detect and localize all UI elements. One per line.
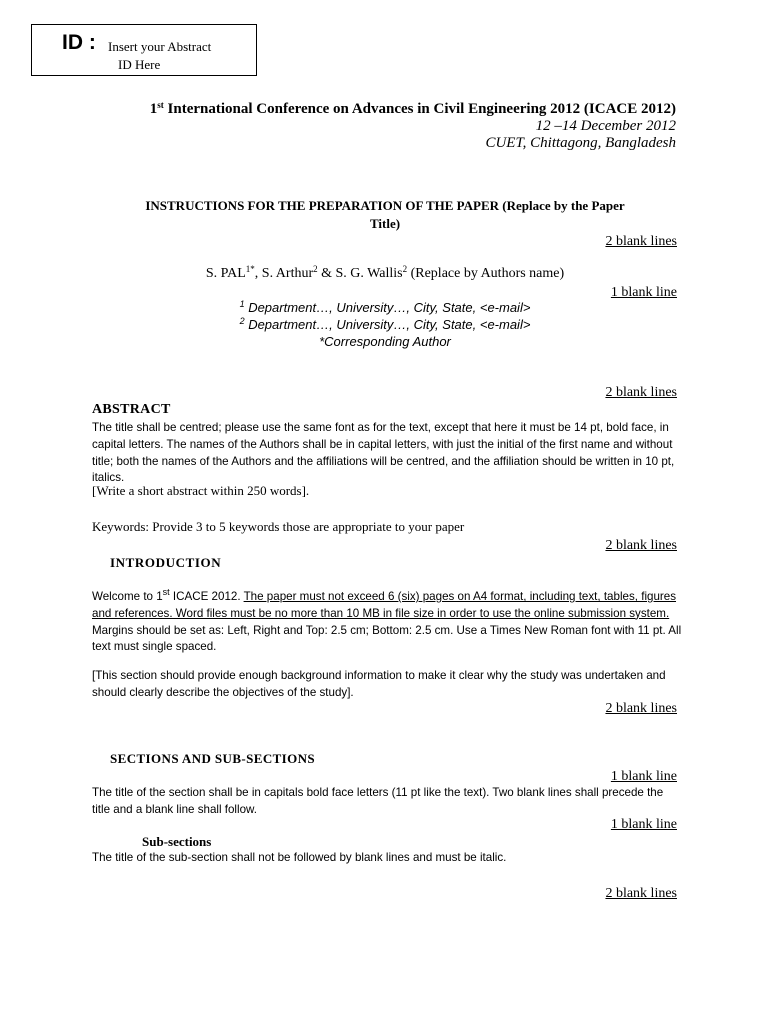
blank-lines-note: 2 blank lines <box>605 538 677 553</box>
abstract-heading: ABSTRACT <box>92 402 171 417</box>
corresponding-author: *Corresponding Author <box>319 334 451 349</box>
conference-location: CUET, Chittagong, Bangladesh <box>485 135 676 151</box>
blank-line-note: 1 blank line <box>610 285 677 300</box>
author-1: S. PAL <box>205 266 246 281</box>
affiliation-1 <box>90 300 680 315</box>
blank-lines-note: 2 blank lines <box>605 385 677 400</box>
conference-ordinal: 1 <box>149 101 158 117</box>
abstract-id-box <box>31 24 257 76</box>
introduction-heading: INTRODUCTION <box>110 555 222 570</box>
abstract-instruction: [Write a short abstract within 250 words]. <box>92 483 310 498</box>
welcome-text: Welcome to 1 <box>92 590 163 603</box>
id-placeholder-line2: ID Here <box>118 57 161 72</box>
author-1-sup: 1* <box>245 264 255 274</box>
introduction-paragraph <box>92 589 682 656</box>
page-limit-text: The paper must not exceed 6 (six) pages on A4 format, including text, tables, figures and references. Word files must be no more than 10 MB in file size in order to use the online submission system. <box>92 590 677 620</box>
conference-title-text: International Conference on Advances in Civil Engineering 2012 (ICACE 2012) <box>163 101 676 117</box>
blank-line-note: 1 blank line <box>610 769 677 784</box>
paper-title-line1: INSTRUCTIONS FOR THE PREPARATION OF THE PAPER (Replace by the Paper <box>145 198 625 213</box>
affiliation-1-text: Department…, University…, City, State, <e-mail> <box>244 300 531 315</box>
blank-lines-note: 2 blank lines <box>605 234 677 249</box>
introduction-bracket-text: [This section should provide enough background information to make it clear why the study was undertaken and should clearly describe the objectives of the study]. <box>92 669 666 699</box>
keywords-line: Keywords: Provide 3 to 5 keywords those are appropriate to your paper <box>92 519 465 534</box>
margins-text: Margins should be set as: Left, Right and Top: 2.5 cm; Bottom: 2.5 cm. Use a Times New Roman font with 11 pt. All text must single spaced. <box>92 623 682 654</box>
affiliation-2 <box>90 317 680 332</box>
sub-sections-heading: Sub-sections <box>142 834 212 849</box>
id-placeholder-line1: Insert your Abstract <box>108 39 212 54</box>
blank-lines-note: 2 blank lines <box>605 701 677 716</box>
blank-lines-note: 2 blank lines <box>605 886 677 901</box>
conference-dates: 12 –14 December 2012 <box>535 118 676 134</box>
author-2-sup: 2 <box>313 264 318 274</box>
abstract-body: The title shall be centred; please use the same font as for the text, except that here it must be 14 pt, bold face, in capital letters. The names of the Authors shall be in capital letters, with just the initial of the first name and without title; both the names of the Authors and the affiliations will be centred, and the affiliation should be written in 10 pt, italics. <box>92 421 675 485</box>
author-3: & S. G. Wallis <box>317 266 403 281</box>
conference-ordinal-suffix: st <box>157 100 164 110</box>
blank-line-note: 1 blank line <box>610 817 677 832</box>
paper-title-line2: Title) <box>369 216 401 231</box>
authors-line <box>90 266 680 282</box>
author-3-sup: 2 <box>402 264 408 274</box>
affiliation-1-sup: 1 <box>239 299 245 309</box>
welcome-mid: ICACE 2012. <box>169 590 244 603</box>
sub-sections-body: The title of the sub-section shall not be followed by blank lines and must be italic. <box>92 851 507 864</box>
authors-replace-note: (Replace by Authors name) <box>407 266 565 281</box>
affiliation-2-text: Department…, University…, City, State, <e-mail> <box>244 317 531 332</box>
id-label: ID : <box>62 31 96 54</box>
sections-body: The title of the section shall be in capitals bold face letters (11 pt like the text). Two blank lines shall precede the title and a blank line shall follow. <box>92 786 664 816</box>
author-2: , S. Arthur <box>254 266 314 281</box>
sections-heading: SECTIONS AND SUB-SECTIONS <box>110 751 316 766</box>
conference-title <box>150 101 676 118</box>
welcome-sup: st <box>162 587 170 597</box>
affiliation-2-sup: 2 <box>239 316 245 326</box>
